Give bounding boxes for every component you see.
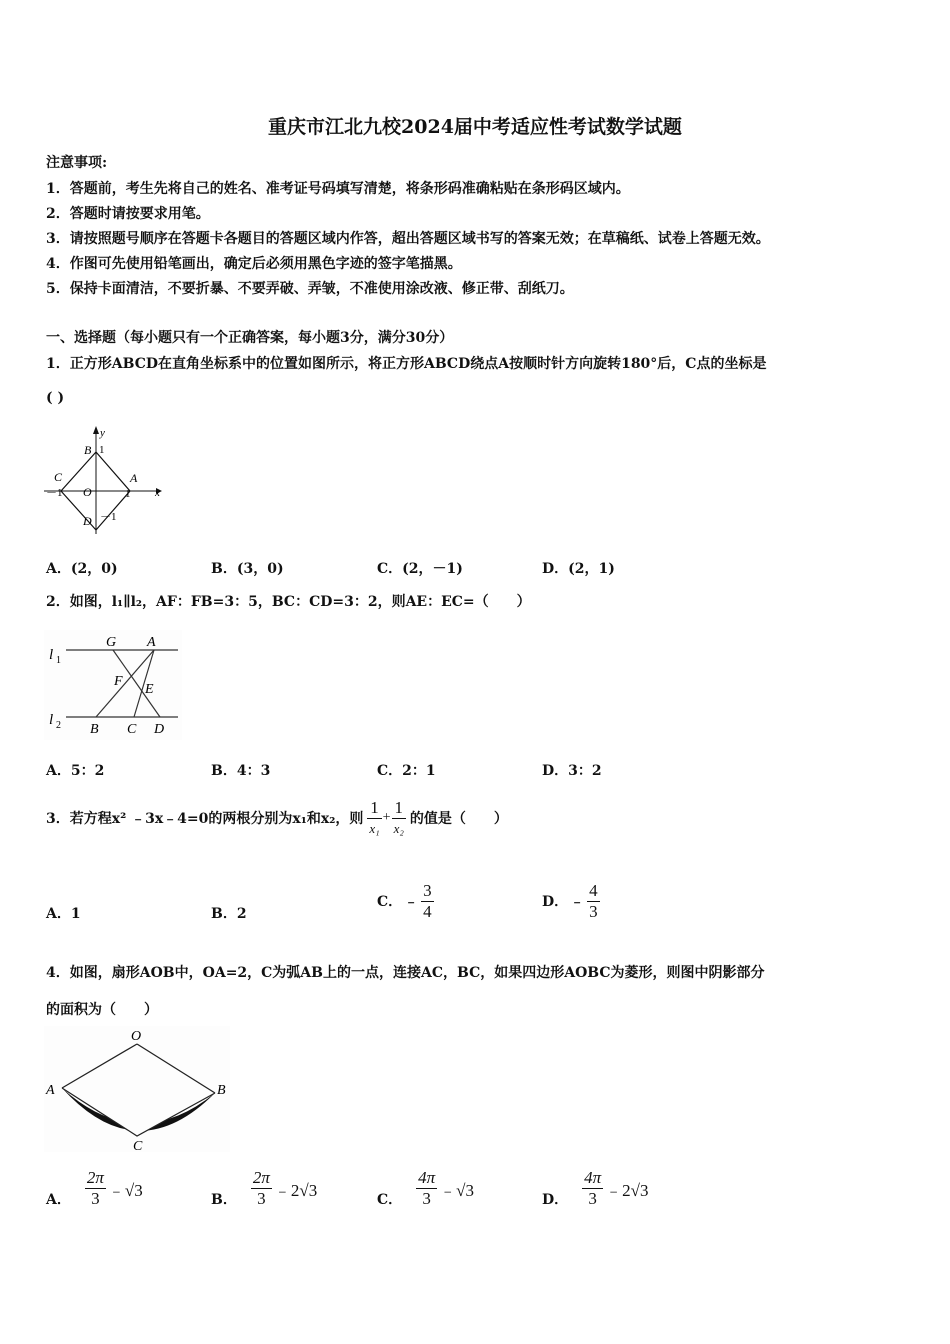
label-C: C [54,470,63,484]
frac2-num: 1 [394,797,403,817]
q4-option-a-label: A． [46,1192,71,1208]
label-one-top: 1 [99,444,105,456]
fraction-1-over-x2 [392,798,406,839]
section-heading: 一、选择题（每小题只有一个正确答案，每小题3分，满分30分） [46,330,454,346]
label-y: y [100,427,105,439]
notice-item: 4．作图可先使用铅笔画出，确定后必须用黑色字迹的签字笔描黑。 [46,256,462,272]
q2-figure [44,630,182,740]
q4-option-d-label: D． [542,1192,569,1208]
label-G: G [106,635,117,650]
label-neg1-bottom: －1 [100,511,117,523]
notice-item: 2．答题时请按要求用笔。 [46,206,210,222]
plus-sign: + [382,810,391,825]
q4-option-c-label: C． [377,1192,403,1208]
label-B: B [84,443,92,457]
q4-option-b-fraction [251,1168,272,1209]
frac2-den: x₂ [392,818,406,839]
q4-option-a-fraction [85,1168,106,1209]
frac-num: 2π [252,1167,270,1187]
q3-option-c-fraction [421,881,434,922]
q1-figure [44,422,169,537]
label-A: A [130,471,138,485]
q4-option-d-fraction [582,1168,603,1209]
y-axis-arrow [93,426,99,434]
q3-option-d [542,878,600,924]
label-O: O [83,485,92,499]
q3-option-d-label: D． [542,894,569,910]
label-C: C [127,722,137,737]
label-F: F [114,674,123,689]
label-l1: l [49,647,54,663]
q1-option-d: D．(2，1) [542,561,615,577]
frac-num: 4π [584,1167,602,1187]
q4-option-d-rest: ﹣2√3 [605,1180,649,1200]
label-A: A [147,635,156,650]
label-A: A [46,1083,55,1098]
label-l2: l [49,712,54,728]
frac-num: 3 [423,880,432,900]
fraction-1-over-x1 [367,798,381,839]
frac-num: 4π [418,1167,436,1187]
q1-option-c: C．(2，－1) [377,561,463,577]
question-4-text-1: 4．如图，扇形AOB中，OA=2，C为弧AB上的一点，连接AC，BC，如果四边形AOBC为菱形，则图中阴影部分 [46,965,765,981]
frac1-den: x₁ [367,818,381,839]
q2-option-a: A．5：2 [46,763,105,779]
q3-option-a: A．1 [46,906,81,922]
label-one-right: 1 [125,488,131,500]
question-1-text: 1．正方形ABCD在直角坐标系中的位置如图所示，将正方形ABCD绕点A按顺时针方向旋转180°后，C点的坐标是 [46,356,767,372]
label-B: B [217,1083,226,1098]
q1-option-b: B．(3，0) [211,561,284,577]
question-2-text: 2．如图，l₁∥l₂，AF：FB=3：5，BC：CD=3：2，则AE：EC=（ ） [46,594,531,610]
q3-option-d-sign: ﹣ [570,894,585,910]
q3-option-c [377,878,434,924]
q4-option-c-fraction [416,1168,437,1209]
question-3-pre: 3．若方程x² ﹣3x﹣4=0的两根分别为x₁和x₂，则 [46,811,364,827]
label-neg1: －1 [46,487,63,499]
q3-option-b: B．2 [211,906,247,922]
q4-option-b-label: B． [211,1192,237,1208]
q2-option-c: C．2：1 [377,763,436,779]
q4-option-b-rest: ﹣2√3 [273,1180,318,1200]
label-D: D [154,722,165,737]
q1-option-a: A．(2，0) [46,561,118,577]
q4-option-d [542,1166,649,1210]
q4-option-a-rest: ﹣√3 [107,1180,143,1200]
q3-option-c-sign: ﹣ [404,894,419,910]
question-3 [46,794,508,842]
frac-den: 3 [416,1188,437,1209]
notice-item: 3．请按照题号顺序在答题卡各题目的答题区域内作答，超出答题区域书写的答案无效；在草稿纸、试卷上答题无效。 [46,231,770,247]
q2-option-b: B．4：3 [211,763,271,779]
frac-den: 3 [251,1188,272,1209]
frac-den: 3 [582,1188,603,1209]
frac-den: 3 [589,901,598,921]
q4-option-c-rest: ﹣√3 [439,1180,475,1200]
label-C: C [133,1139,143,1152]
question-1-paren: ( ) [46,390,65,406]
page-title: 重庆市江北九校2024届中考适应性考试数学试题 [268,116,682,138]
q2-option-d: D．3：2 [542,763,602,779]
label-l1-sub: 1 [56,655,61,666]
q4-option-b [211,1166,317,1210]
frac1-num: 1 [370,797,379,817]
frac-den: 4 [423,901,432,921]
question-4-text-2: 的面积为（ ） [46,1002,158,1018]
label-l2-sub: 2 [56,720,61,731]
label-E: E [145,682,154,697]
q4-figure [44,1026,230,1152]
q3-option-d-fraction [587,881,600,922]
q4-option-a [46,1166,143,1210]
q3-option-c-label: C． [377,894,403,910]
frac-num: 2π [86,1167,104,1187]
notice-heading: 注意事项: [46,155,108,171]
question-3-post: 的值是（ ） [409,811,508,827]
label-D: D [83,514,92,528]
label-O: O [131,1029,142,1044]
frac-den: 3 [85,1188,106,1209]
frac-num: 4 [589,880,598,900]
label-B: B [90,722,99,737]
notice-item: 5．保持卡面清洁，不要折暴、不要弄破、弄皱，不准使用涂改液、修正带、刮纸刀。 [46,281,574,297]
q4-option-c [377,1166,474,1210]
label-x: x [155,487,160,499]
notice-item: 1．答题前，考生先将自己的姓名、准考证号码填写清楚，将条形码准确粘贴在条形码区域内。 [46,181,630,197]
